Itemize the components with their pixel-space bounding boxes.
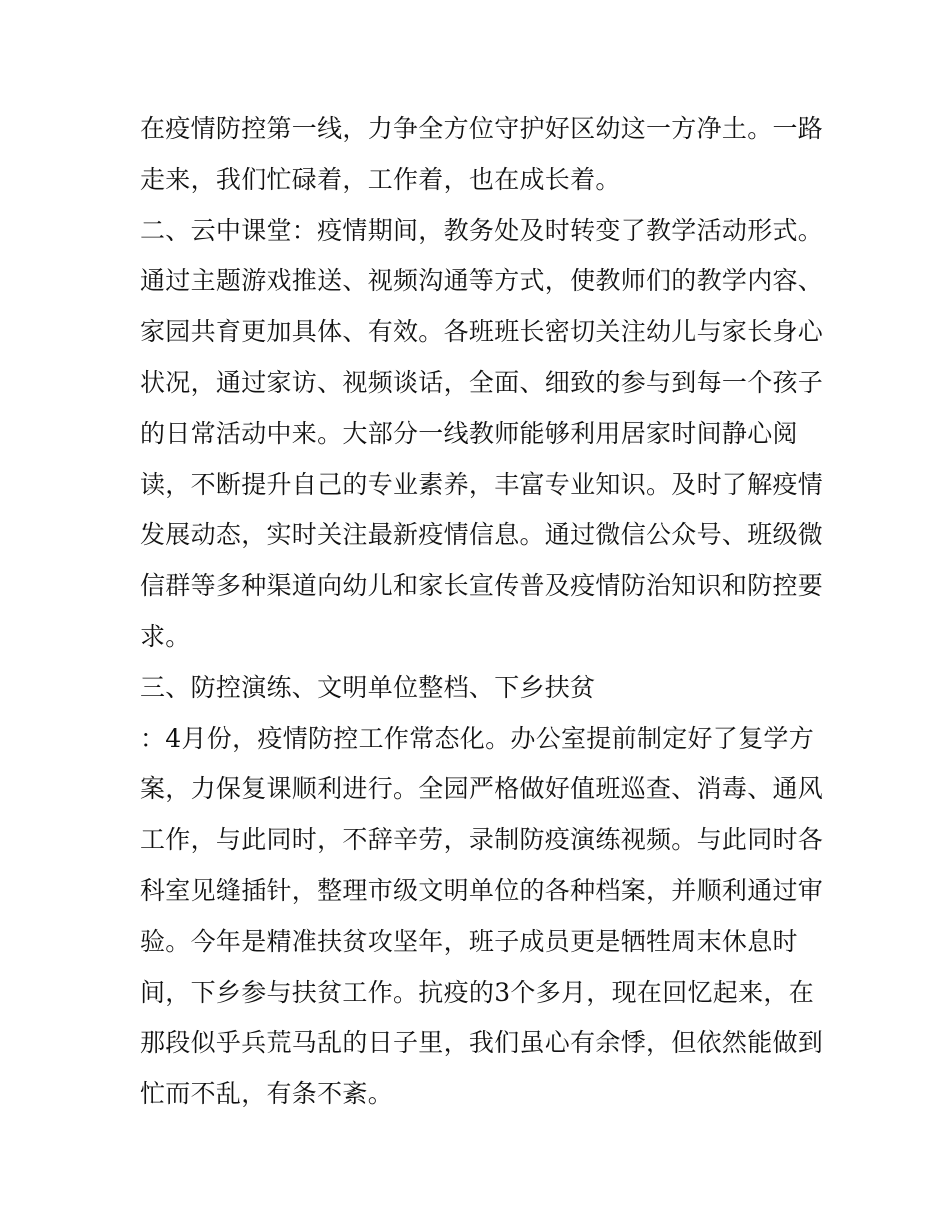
section-heading-2-line: 二、云中课堂：疫情期间，教务处及时转变了教学活动形式。 — [140, 215, 824, 245]
text-line: 科室见缝插针，整理市级文明单位的各种档案，并顺利通过审 — [140, 875, 824, 905]
text-line: 求。 — [140, 621, 191, 651]
text-line: 的日常活动中来。大部分一线教师能够利用居家时间静心阅 — [140, 418, 798, 448]
section-heading-3: 三、防控演练、文明单位整档、下乡扶贫 — [140, 672, 596, 702]
text-line: ：4月份，疫情防控工作常态化。办公室提前制定好了复学方 — [140, 723, 815, 753]
text-line: 工作，与此同时，不辞辛劳，录制防疫演练视频。与此同时各 — [140, 825, 824, 855]
text-line: 读，不断提升自己的专业素养，丰富专业知识。及时了解疫情 — [140, 469, 824, 499]
text-line: 那段似乎兵荒马乱的日子里，我们虽心有余悸，但依然能做到 — [140, 1028, 824, 1058]
text-line: 发展动态，实时关注最新疫情信息。通过微信公众号、班级微 — [140, 520, 824, 550]
text-line: 间，下乡参与扶贫工作。抗疫的3个多月，现在回忆起来，在 — [140, 977, 815, 1007]
text-line: 验。今年是精准扶贫攻坚年，班子成员更是牺牲周末休息时 — [140, 926, 798, 956]
text-line: 走来，我们忙碌着，工作着，也在成长着。 — [140, 164, 621, 194]
text-line: 忙而不乱，有条不紊。 — [140, 1079, 394, 1109]
text-line: 家园共育更加具体、有效。各班班长密切关注幼儿与家长身心 — [140, 317, 824, 347]
text-line: 案，力保复课顺利进行。全园严格做好值班巡查、消毒、通风 — [140, 774, 824, 804]
text-line: 通过主题游戏推送、视频沟通等方式，使教师们的教学内容、 — [140, 266, 824, 296]
text-line: 在疫情防控第一线，力争全方位守护好区幼这一方净土。一路 — [140, 114, 824, 143]
text-line: 信群等多种渠道向幼儿和家长宣传普及疫情防治知识和防控要 — [140, 571, 824, 601]
document-body — [140, 104, 824, 1120]
text-line: 状况，通过家访、视频谈话，全面、细致的参与到每一个孩子 — [140, 367, 824, 397]
